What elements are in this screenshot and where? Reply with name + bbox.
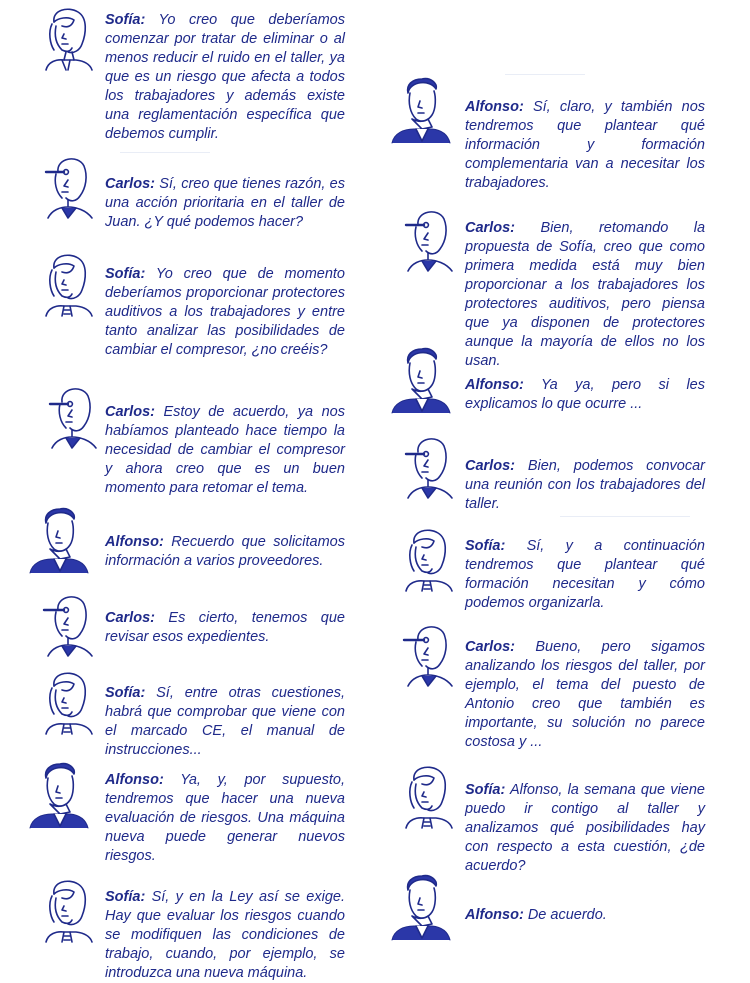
speaker-name: Alfonso: <box>105 534 164 550</box>
speaker-name: Carlos: <box>465 458 515 474</box>
dialogue-text: Sí, entre otras cuestiones, habrá que comprobar que viene con el marcado CE, el manual de instrucciones... <box>105 685 345 758</box>
speaker-name: Alfonso: <box>105 772 164 788</box>
speaker-name: Sofía: <box>105 266 146 282</box>
dialogue-text: Bien, retomando la propuesta de Sofía, creo que como primera medida está muy bien proporcionar a los trabajadores los protectores auditivos, pero piensa que ya disponen de protectores aunque la mayoría de ellos no los usan. <box>465 220 706 369</box>
speaker-name: Sofía: <box>105 12 146 28</box>
speaker-name: Carlos: <box>105 176 155 192</box>
alfonso-portrait-icon <box>382 872 454 942</box>
dialogue-text: Sí, creo que tienes razón, es una acción prioritaria en el taller de Juan. ¿Y qué podemos hacer? <box>105 176 345 230</box>
dialogue-text: Alfonso, la semana que viene puedo ir contigo al taller y analizamos qué posibilidades hay con respecto a esta cuestión, ¿de acuerdo? <box>465 782 705 874</box>
alfonso-portrait-icon <box>382 75 454 145</box>
sofia-portrait-icon <box>28 668 100 738</box>
dialogue-text: Bueno, pero sigamos analizando los riesgos del taller, por ejemplo, el tema del puesto de Antonio creo que también es importante, su solución no parece costosa y ... <box>465 639 706 750</box>
sofia-portrait-icon <box>388 525 460 595</box>
speaker-name: Alfonso: <box>465 99 524 115</box>
speaker-name: Carlos: <box>105 610 155 626</box>
dialogue-text: Bien, podemos convocar una reunión con los trabajadores del taller. <box>465 458 706 512</box>
sofia-portrait-icon <box>28 250 100 320</box>
dialogue-text: Recuerdo que solicitamos información a varios proveedores. <box>105 534 346 569</box>
speaker-name: Sofía: <box>465 538 506 554</box>
speaker-name: Carlos: <box>465 220 515 236</box>
alfonso-portrait-icon <box>382 345 454 415</box>
dialogue-text: Sí, y a continuación tendremos que plantear qué formación necesitan y cómo podemos organizarla. <box>465 538 705 611</box>
alfonso-portrait-icon <box>20 760 92 830</box>
sofia-portrait-icon <box>28 876 100 946</box>
speaker-name: Carlos: <box>465 639 515 655</box>
dialogue-text: Yo creo que de momento deberíamos proporcionar protectores auditivos a los trabajadores y entre tanto analizar las posibilidades de cambiar el compresor, ¿no creéis? <box>105 266 345 358</box>
speaker-name: Sofía: <box>465 782 506 798</box>
speaker-name: Sofía: <box>105 685 146 701</box>
sofia-portrait-icon <box>28 4 100 74</box>
speaker-name: Alfonso: <box>465 907 524 923</box>
carlos-portrait-icon <box>390 620 462 690</box>
dialogue-text: Yo creo que deberíamos comenzar por tratar de eliminar o al menos reducir el ruido en el taller, ya que es un riesgo que afecta a todos los trabajadores y además existe una reglamentación específica que debemos cumplir. <box>105 12 345 142</box>
dialogue-text: Ya, y, por supuesto, tendremos que hacer una nueva evaluación de riesgos. Una máquina nueva puede generar nuevos riesgos. <box>105 772 345 864</box>
carlos-portrait-icon <box>34 382 106 452</box>
dialogue-text: Sí, y en la Ley así se exige. Hay que evaluar los riesgos cuando se modifiquen las condiciones de trabajo, cuando, por ejemplo, se introduzca una nueva máquina. <box>105 889 345 981</box>
speaker-name: Carlos: <box>105 404 155 420</box>
sofia-portrait-icon <box>388 762 460 832</box>
dialogue-text: Estoy de acuerdo, ya nos habíamos planteado hace tiempo la necesidad de cambiar el compresor y ahora creo que es un buen momento para retomar el tema. <box>105 404 345 496</box>
carlos-portrait-icon <box>30 590 102 660</box>
alfonso-portrait-icon <box>20 505 92 575</box>
speaker-name: Alfonso: <box>465 377 524 393</box>
dialogue-text: De acuerdo. <box>527 907 607 923</box>
carlos-portrait-icon <box>30 152 102 222</box>
carlos-portrait-icon <box>390 205 462 275</box>
dialogue-text: Ya ya, pero si les explicamos lo que ocurre ... <box>465 377 705 412</box>
speaker-name: Sofía: <box>105 889 146 905</box>
dialogue-text: Sí, claro, y también nos tendremos que plantear qué información y formación complementaria van a necesitar los trabajadores. <box>465 99 706 191</box>
dialogue-text: Es cierto, tenemos que revisar esos expedientes. <box>105 610 345 645</box>
carlos-portrait-icon <box>390 432 462 502</box>
